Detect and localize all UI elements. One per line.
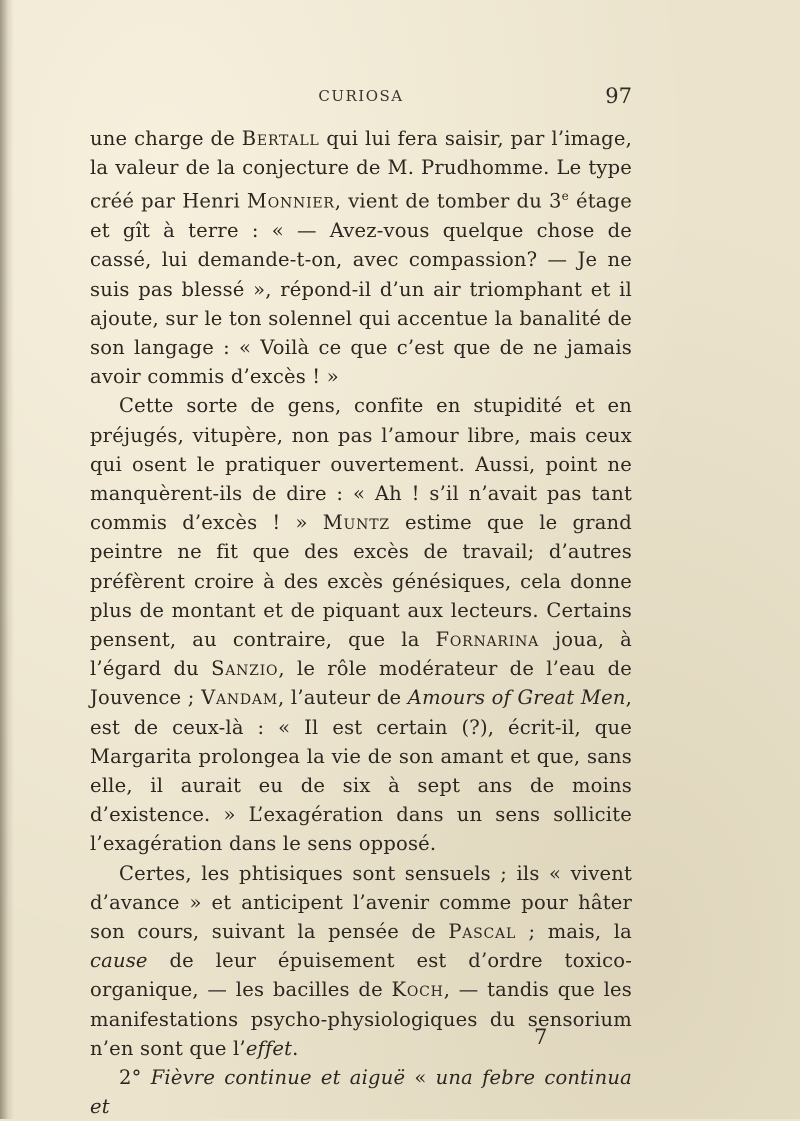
- name-bertall: Bertall: [241, 127, 320, 150]
- text-run: , l’auteur de: [277, 686, 408, 710]
- text-run: , vient de tomber du 3: [334, 189, 562, 213]
- signature-number: 7: [534, 1025, 548, 1049]
- latin-quote: una febre continua et: [90, 1066, 632, 1119]
- text-run: Cette sorte de gens, confite en stupidité et en préjugés, vitupère, non pas l’amour libre, mais ceux qui osent le pratiquer ouvertement. Aussi, point ne manquèrent-ils de dire : « Ah ! s’il n’avait pas tant commis d’excès ! »: [90, 394, 632, 535]
- text-run: 2°: [119, 1066, 151, 1089]
- name-pascal: Pascal: [448, 919, 517, 943]
- section-heading-italic: Fièvre continue et aiguë: [150, 1066, 406, 1089]
- text-run: .: [292, 1036, 299, 1060]
- running-head: CURIOSA: [318, 87, 404, 105]
- text-run: joua, à l’égard du: [90, 627, 632, 681]
- name-koch: Koch: [391, 978, 444, 1002]
- name-sanzio: Sanzio: [211, 657, 279, 681]
- text-run: estime que le grand peintre ne fit que des excès de travail; d’autres préfèrent croire à des excès génésiques, cela donne plus de montant et de piquant aux lecteurs. Certains pensent, au contraire, que la: [90, 511, 632, 651]
- page-header: [90, 84, 632, 114]
- emphasis-cause: cause: [90, 949, 148, 973]
- emphasis-effet: effet: [245, 1036, 293, 1060]
- text-run: ; mais, la: [516, 919, 632, 943]
- text-run: , — tandis que les manifestations psycho-physiologiques du sensorium n’en sont que l’: [90, 978, 632, 1060]
- text-run: «: [405, 1066, 436, 1089]
- paragraph-2: [90, 391, 632, 858]
- text-run: Certes, les phtisiques sont sensuels ; ils « vivent d’avance » et anticipent l’avenir comme pour hâter son cours, suivant la pensée de: [90, 861, 632, 943]
- text-run: , le rôle modérateur de l’eau de Jouvence ;: [90, 657, 632, 710]
- name-muntz: Muntz: [322, 511, 390, 535]
- paragraph-3: [90, 859, 632, 1063]
- binding-shadow: [0, 0, 14, 1119]
- name-fornarina: Fornarina: [435, 627, 540, 651]
- paragraph-1: [90, 124, 632, 391]
- page-number: 97: [605, 84, 632, 108]
- body-text: [90, 124, 632, 1121]
- text-run: une charge de: [90, 127, 242, 150]
- book-title: Amours of Great Men: [407, 686, 626, 710]
- text-run: étage et gît à terre : « — Avez-vous quelque chose de cassé, lui demande-t-on, avec compassion? — Je ne suis pas blessé », répond-il d’un air triomphant et il ajoute, sur le ton solennel qui accentue la banalité de son langage : « Voilà ce que c’est que de ne jamais avoir commis d’excès ! »: [90, 189, 632, 389]
- text-run: qui lui fera saisir, par l’image, la valeur de la conjecture de M. Prudhomme. Le type créé par Henri: [90, 127, 632, 213]
- name-monnier: Monnier: [246, 189, 335, 213]
- text-run: de leur épuisement est d’ordre toxico-organique, — les bacilles de: [90, 949, 632, 1002]
- name-vandam: Vandam: [201, 686, 278, 710]
- text-run: , est de ceux-là : « Il est certain (?), écrit-il, que Margarita prolongea la vie de son amant et que, sans elle, il aurait eu de six à sept ans de moins d’existence. » L’exagération dans un sens sollicite l’exagération dans le sens opposé.: [90, 686, 632, 856]
- superscript: e: [561, 189, 569, 204]
- paragraph-4: [90, 1063, 632, 1121]
